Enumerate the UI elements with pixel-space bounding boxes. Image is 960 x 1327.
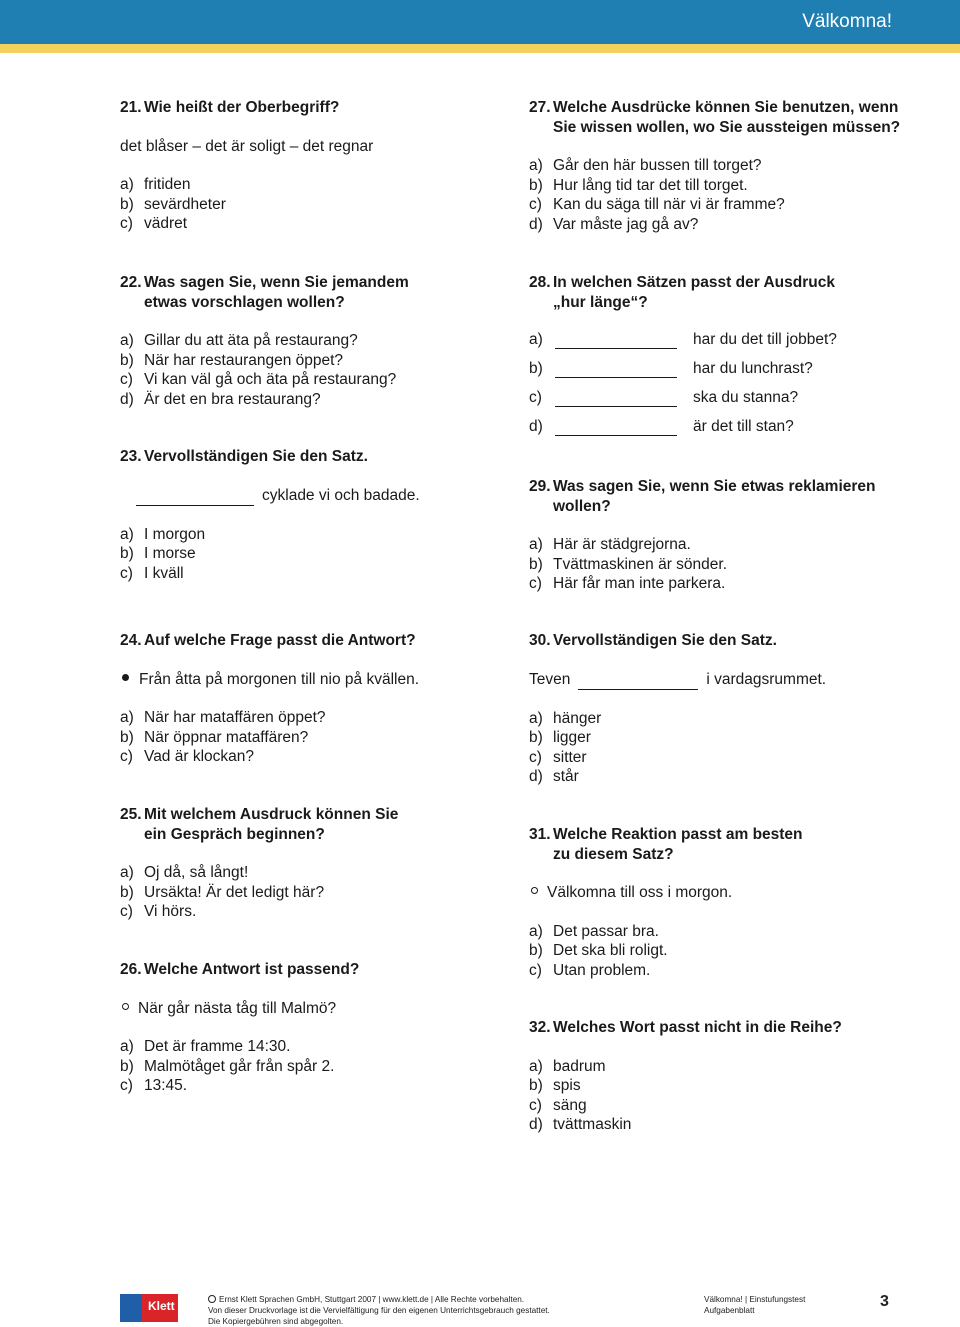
question-prompt: När går nästa tåg till Malmö? [138,999,337,1017]
answer-blank[interactable] [578,675,698,690]
question-title-line2: wollen? [553,497,611,515]
logo-emblem-icon [120,1294,142,1322]
question-number: 25. [120,806,142,823]
answer-blank[interactable] [555,421,677,436]
question-31 [529,825,803,980]
circle-icon [122,1003,129,1010]
question-32 [529,1018,842,1135]
header-bar [0,0,960,44]
question-prompt: Från åtta på morgonen till nio på kvällen. [139,670,420,688]
footer-right2: Aufgabenblatt [704,1306,755,1315]
answer-blank[interactable] [555,334,677,349]
sentence-end: i vardagsrummet. [706,671,827,688]
question-30 [529,631,826,787]
option-b[interactable]: b) Det ska bli roligt. [529,942,668,959]
question-sentence: cyklade vi och badade. [262,487,420,504]
option-a[interactable]: a) Oj då, så långt! [120,864,249,881]
option-b[interactable]: b) Tvättmaskinen är sönder. [529,555,728,573]
question-title-line2: etwas vorschlagen wollen? [144,293,345,311]
question-title: Vervollständigen Sie den Satz. [553,632,777,649]
option-c[interactable]: c) I kväll [120,564,184,582]
option-a[interactable]: a) fritiden [120,176,191,193]
question-25 [120,805,398,922]
answer-blank[interactable] [555,392,677,407]
option-b[interactable]: b) spis [529,1077,581,1094]
question-title-line2: „hur länge“? [553,293,648,311]
question-prompt: Välkomna till oss i morgon. [547,884,733,901]
question-number: 23. [120,448,142,465]
option-c[interactable]: c) Vad är klockan? [120,748,254,765]
option-c[interactable]: c) sitter [529,748,587,766]
fill-row-a: a) har du det till jobbet? [529,330,837,348]
page-footer [0,1290,960,1326]
option-a[interactable]: a) När har mataffären öppet? [120,709,326,726]
option-a[interactable]: a) hänger [529,709,602,727]
question-number: 26. [120,961,142,978]
option-b[interactable]: b) I morse [120,545,196,562]
question-title-line1: Mit welchem Ausdruck können Sie [144,806,399,823]
question-29 [529,477,876,594]
option-a[interactable]: a) Gillar du att äta på restaurang? [120,332,358,349]
option-b[interactable]: b) När öppnar mataffären? [120,728,309,746]
footer-line1: Ernst Klett Sprachen GmbH, Stuttgart 2007 | www.klett.de | Alle Rechte vorbehalten. [219,1295,525,1304]
question-title-line2: Sie wissen wollen, wo Sie aussteigen müssen? [553,118,901,136]
question-21 [120,98,373,234]
question-27 [529,98,900,234]
question-title-line1: In welchen Sätzen passt der Ausdruck [553,274,835,291]
question-number: 24. [120,632,142,649]
option-c[interactable]: c) Här får man inte parkera. [529,575,726,592]
question-prompt: det blåser – det är soligt – det regnar [120,137,374,155]
question-number: 30. [529,632,551,649]
option-b[interactable]: b) ligger [529,729,591,746]
footer-line2: Von dieser Druckvorlage ist die Vervielfältigung für den eigenen Unterrichtsgebrauch gestattet. [208,1306,550,1315]
option-c[interactable]: c) 13:45. [120,1077,188,1094]
logo-text: Klett [148,1299,175,1313]
answer-blank[interactable] [136,491,254,506]
question-title: Wie heißt der Oberbegriff? [144,99,340,116]
option-a[interactable]: a) Här är städgrejorna. [529,536,691,553]
question-title-line1: Welche Ausdrücke können Sie benutzen, wenn [553,99,899,116]
question-number: 29. [529,478,551,495]
circle-icon [531,887,538,894]
question-title-line1: Was sagen Sie, wenn Sie etwas reklamieren [553,478,876,495]
option-b[interactable]: b) Hur lång tid tar det till torget. [529,176,748,194]
question-title-line1: Welche Reaktion passt am besten [553,826,803,843]
question-title: Welche Antwort ist passend? [144,961,360,978]
option-a[interactable]: a) Går den här bussen till torget? [529,157,762,174]
option-a[interactable]: a) Det passar bra. [529,922,659,940]
option-b[interactable]: b) sevärdheter [120,195,226,213]
option-a[interactable]: a) badrum [529,1057,606,1075]
footer-title [704,1294,805,1316]
option-b[interactable]: b) Ursäkta! Är det ledigt här? [120,883,325,901]
option-c[interactable]: c) Vi hörs. [120,903,197,920]
question-22 [120,273,409,409]
question-title-line2: ein Gespräch beginnen? [144,825,325,843]
question-title: Auf welche Frage passt die Antwort? [144,632,416,649]
sentence-start: Teven [529,671,571,688]
header-accent-line [0,44,960,53]
question-24 [120,631,419,767]
option-c[interactable]: c) Utan problem. [529,961,651,979]
option-a[interactable]: a) I morgon [120,525,206,543]
fill-row-b: b) har du lunchrast? [529,359,813,377]
question-number: 28. [529,274,551,291]
question-number: 22. [120,274,142,291]
option-d[interactable]: d) tvättmaskin [529,1116,632,1133]
question-26 [120,960,359,1096]
question-23 [120,447,420,583]
question-number: 21. [120,99,142,116]
klett-logo [120,1294,178,1322]
copyright-icon [208,1295,216,1303]
footer-copyright [208,1294,550,1327]
question-title: Welches Wort passt nicht in die Reihe? [553,1019,842,1036]
question-number: 27. [529,99,551,116]
option-c[interactable]: c) Kan du säga till när vi är framme? [529,196,785,213]
option-b[interactable]: b) När har restaurangen öppet? [120,351,344,369]
option-c[interactable]: c) vädret [120,215,188,232]
option-a[interactable]: a) Det är framme 14:30. [120,1038,291,1055]
footer-right1: Välkomna! | Einstufungstest [704,1295,806,1304]
question-number: 32. [529,1019,551,1036]
question-title: Vervollständigen Sie den Satz. [144,448,368,465]
fill-row-d: d) är det till stan? [529,417,794,435]
bullet-icon [122,674,129,681]
option-c[interactable]: c) säng [529,1096,587,1114]
option-b[interactable]: b) Malmötåget går från spår 2. [120,1057,335,1075]
brand-title: Välkomna! [802,11,892,32]
question-title-line1: Was sagen Sie, wenn Sie jemandem [144,274,409,291]
fill-row-c: c) ska du stanna? [529,388,799,406]
question-title-line2: zu diesem Satz? [553,845,674,863]
option-d[interactable]: d) Var måste jag gå av? [529,215,699,233]
answer-blank[interactable] [555,363,677,378]
option-d[interactable]: d) Är det en bra restaurang? [120,390,321,408]
question-28 [529,273,837,436]
page-number: 3 [880,1293,889,1310]
question-number: 31. [529,826,551,843]
footer-line3: Die Kopiergebühren sind abgegolten. [208,1317,344,1326]
option-c[interactable]: c) Vi kan väl gå och äta på restaurang? [120,371,397,388]
option-d[interactable]: d) står [529,768,579,785]
